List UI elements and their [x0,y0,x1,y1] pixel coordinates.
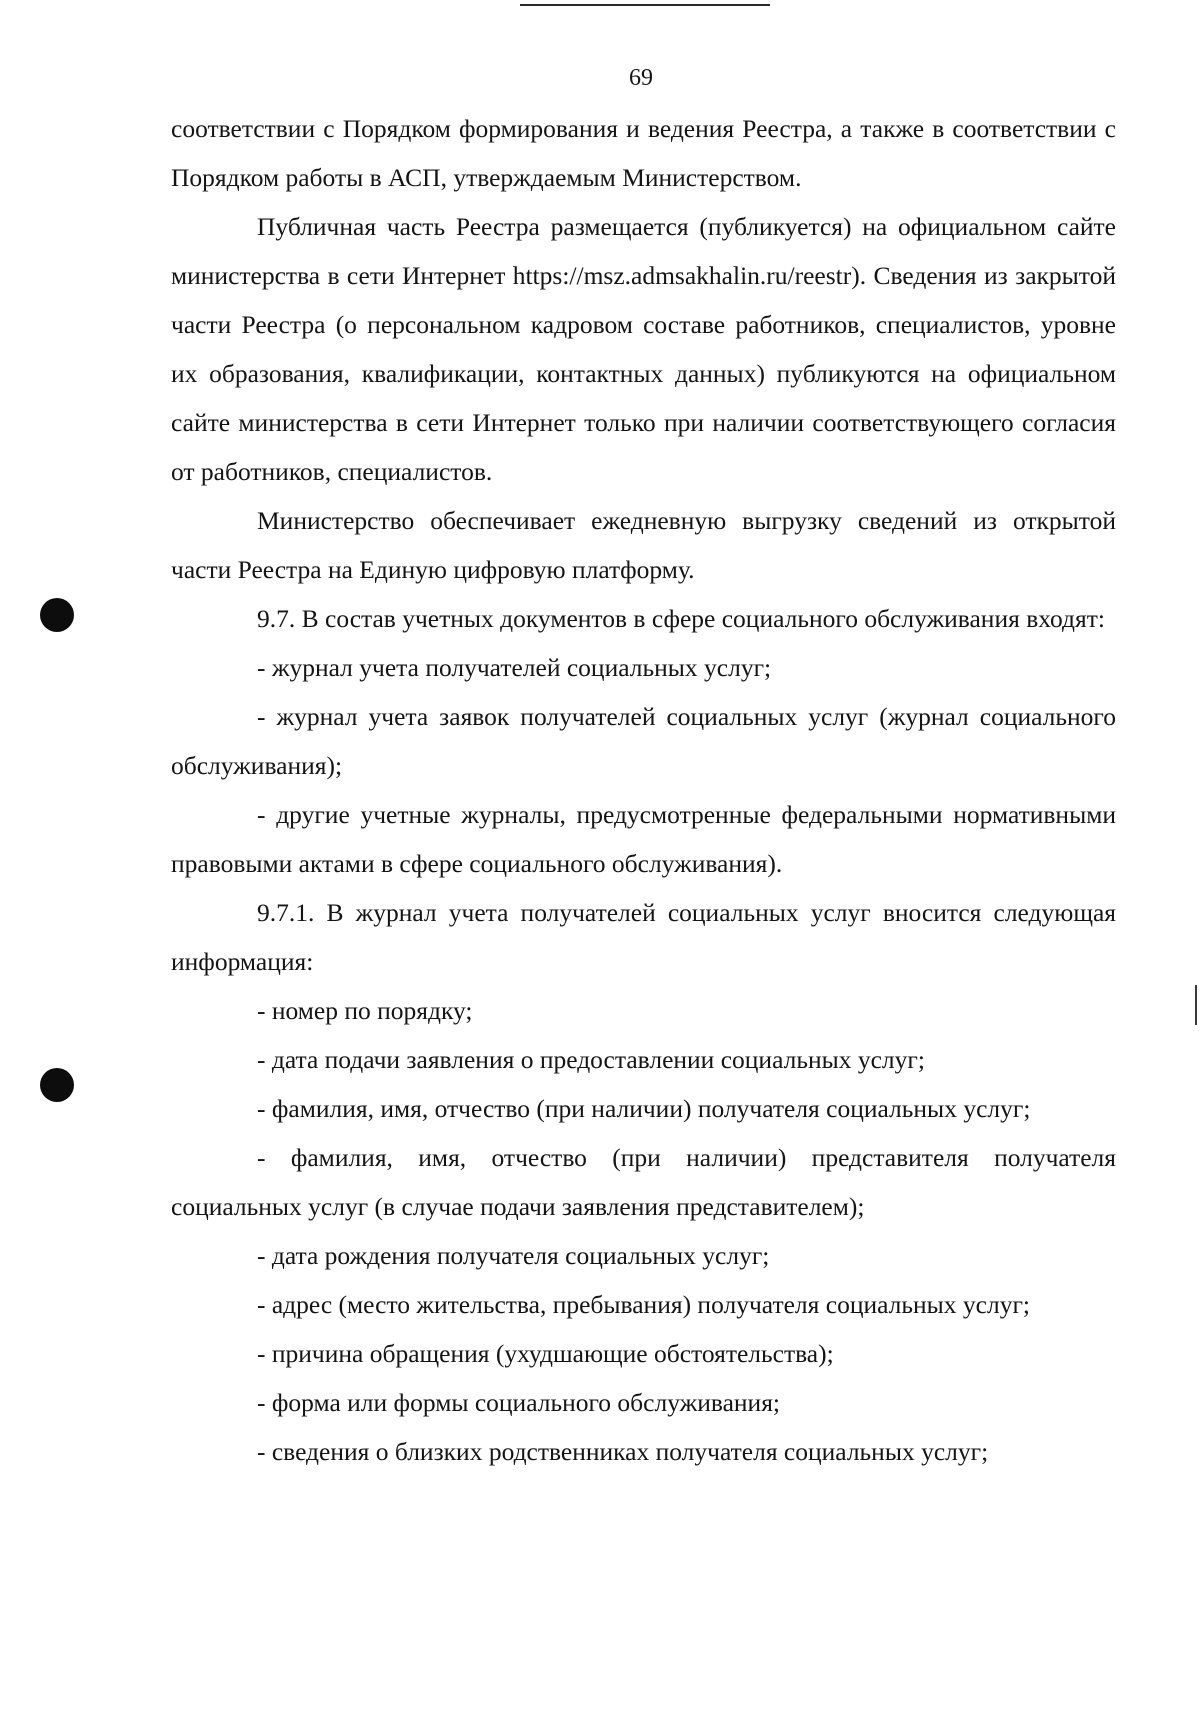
punch-hole-lower [40,1068,74,1102]
list-item-sequence-number: - номер по порядку; [257,996,473,1025]
paragraph-section-9-7-1: 9.7.1. В журнал учета получателей социальных услуг вносится следующая информация: [171,898,1116,976]
list-item-requests-journal: - журнал учета заявок получателей социальных услуг (журнал социального обслуживания); [171,702,1116,780]
list-item-relatives: - сведения о близких родственниках получателя социальных услуг; [257,1437,989,1466]
list-item-other-journals: - другие учетные журналы, предусмотренные федеральными нормативными правовыми актами в сфере социального обслуживания). [171,800,1116,878]
punch-hole-upper [40,598,74,632]
list-item-service-form: - форма или формы социального обслуживания; [257,1388,781,1417]
list-item-application-date: - дата подачи заявления о предоставлении социальных услуг; [257,1045,925,1074]
document-body [171,104,1116,1476]
paragraph-daily-export: Министерство обеспечивает ежедневную выгрузку сведений из открытой части Реестра на Единую цифровую платформу. [171,506,1116,584]
page-number: 69 [629,65,653,91]
list-item-representative-name: - фамилия, имя, отчество (при наличии) представителя получателя социальных услуг (в случае подачи заявления представителем); [171,1143,1116,1221]
paragraph-section-9-7: 9.7. В состав учетных документов в сфере социального обслуживания входят: [257,604,1105,633]
list-item-birth-date: - дата рождения получателя социальных услуг; [257,1241,770,1270]
list-item-reason: - причина обращения (ухудшающие обстоятельства); [257,1339,834,1368]
scan-top-edge-line [520,4,770,6]
paragraph-continuation: соответствии с Порядком формирования и ведения Реестра, а также в соответствии с Порядком работы в АСП, утверждаемым Министерством. [171,114,1116,192]
scan-edge-mark [1195,985,1197,1025]
paragraph-public-registry: Публичная часть Реестра размещается (публикуется) на официальном сайте министерства в сети Интернет https://msz.admsakhalin.ru/reestr). Сведения из закрытой части Реестра (о персональном кадровом составе работников, специалистов, уровне их образования, квалификации, контактных данных) публикуются на официальном сайте министерства в сети Интернет только при наличии соответствующего согласия от работников, специалистов. [171,212,1116,486]
list-item-recipients-journal: - журнал учета получателей социальных услуг; [257,653,772,682]
list-item-recipient-name: - фамилия, имя, отчество (при наличии) получателя социальных услуг; [257,1094,1031,1123]
list-item-address: - адрес (место жительства, пребывания) получателя социальных услуг; [257,1290,1030,1319]
